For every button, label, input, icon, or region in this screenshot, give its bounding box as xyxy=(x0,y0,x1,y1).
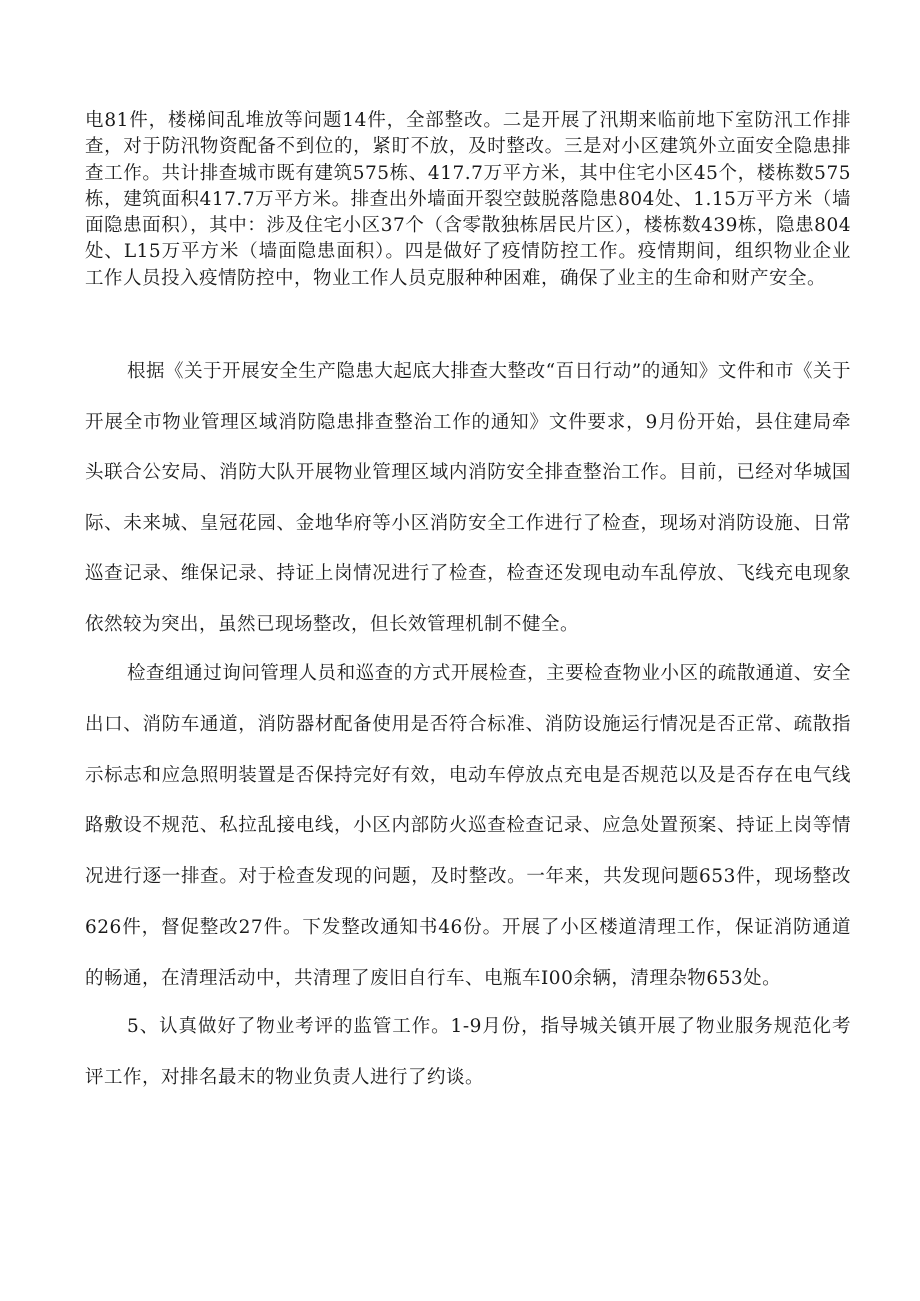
paragraph-inspection-results: 检查组通过询问管理人员和巡查的方式开展检查，主要检查物业小区的疏散通道、安全出口、消防车通道，消防器材配备使用是否符合标准、消防设施运行情况是否正常、疏散指示标志和应急照明装置是否保持完好有效，电动车停放点充电是否规范以及是否存在电气线路敷设不规范、私拉乱接电线，小区内部防火巡查检查记录、应急处置预案、持证上岗等情况进行逐一排查。对于检查发现的问题，及时整改。一年来，共发现问题653件，现场整改626件，督促整改27件。下发整改通知书46份。开展了小区楼道清理工作，保证消防通道的畅通，在清理活动中，共清理了废旧自行车、电瓶车I00余辆，清理杂物653处。 xyxy=(85,663,851,989)
paragraph-property-evaluation: 5、认真做好了物业考评的监管工作。1-9月份，指导城关镇开展了物业服务规范化考评工作，对排名最末的物业负责人进行了约谈。 xyxy=(85,1016,851,1088)
paragraph-flood-and-facade-inspection: 电81件，楼梯间乱堆放等问题14件，全部整改。二是开展了汛期来临前地下室防汛工作排查，对于防汛物资配备不到位的，紧盯不放，及时整改。三是对小区建筑外立面安全隐患排查工作。共计排查城市既有建筑575栋、417.7万平方米，其中住宅小区45个，楼栋数575栋，建筑面积417.7万平方米。排查出外墙面开裂空鼓脱落隐患804处、1.15万平方米（墙面隐患面积），其中：涉及住宅小区37个（含零散独栋居民片区），楼栋数439栋，隐患804处、L15万平方米（墙面隐患面积）。四是做好了疫情防控工作。疫情期间，组织物业企业工作人员投入疫情防控中，物业工作人员克服种种困难，确保了业主的生命和财产安全。 xyxy=(85,110,851,289)
paragraph-fire-safety-campaign: 根据《关于开展安全生产隐患大起底大排查大整改“百日行动”的通知》文件和市《关于开展全市物业管理区域消防隐患排查整治工作的通知》文件要求，9月份开始，县住建局牵头联合公安局、消防大队开展物业管理区域内消防安全排查整治工作。目前，已经对华城国际、未来城、皇冠花园、金地华府等小区消防安全工作进行了检查，现场对消防设施、日常巡查记录、维保记录、持证上岗情况进行了检查，检查还发现电动车乱停放、飞线充电现象依然较为突出，虽然已现场整改，但长效管理机制不健全。 xyxy=(85,361,851,635)
